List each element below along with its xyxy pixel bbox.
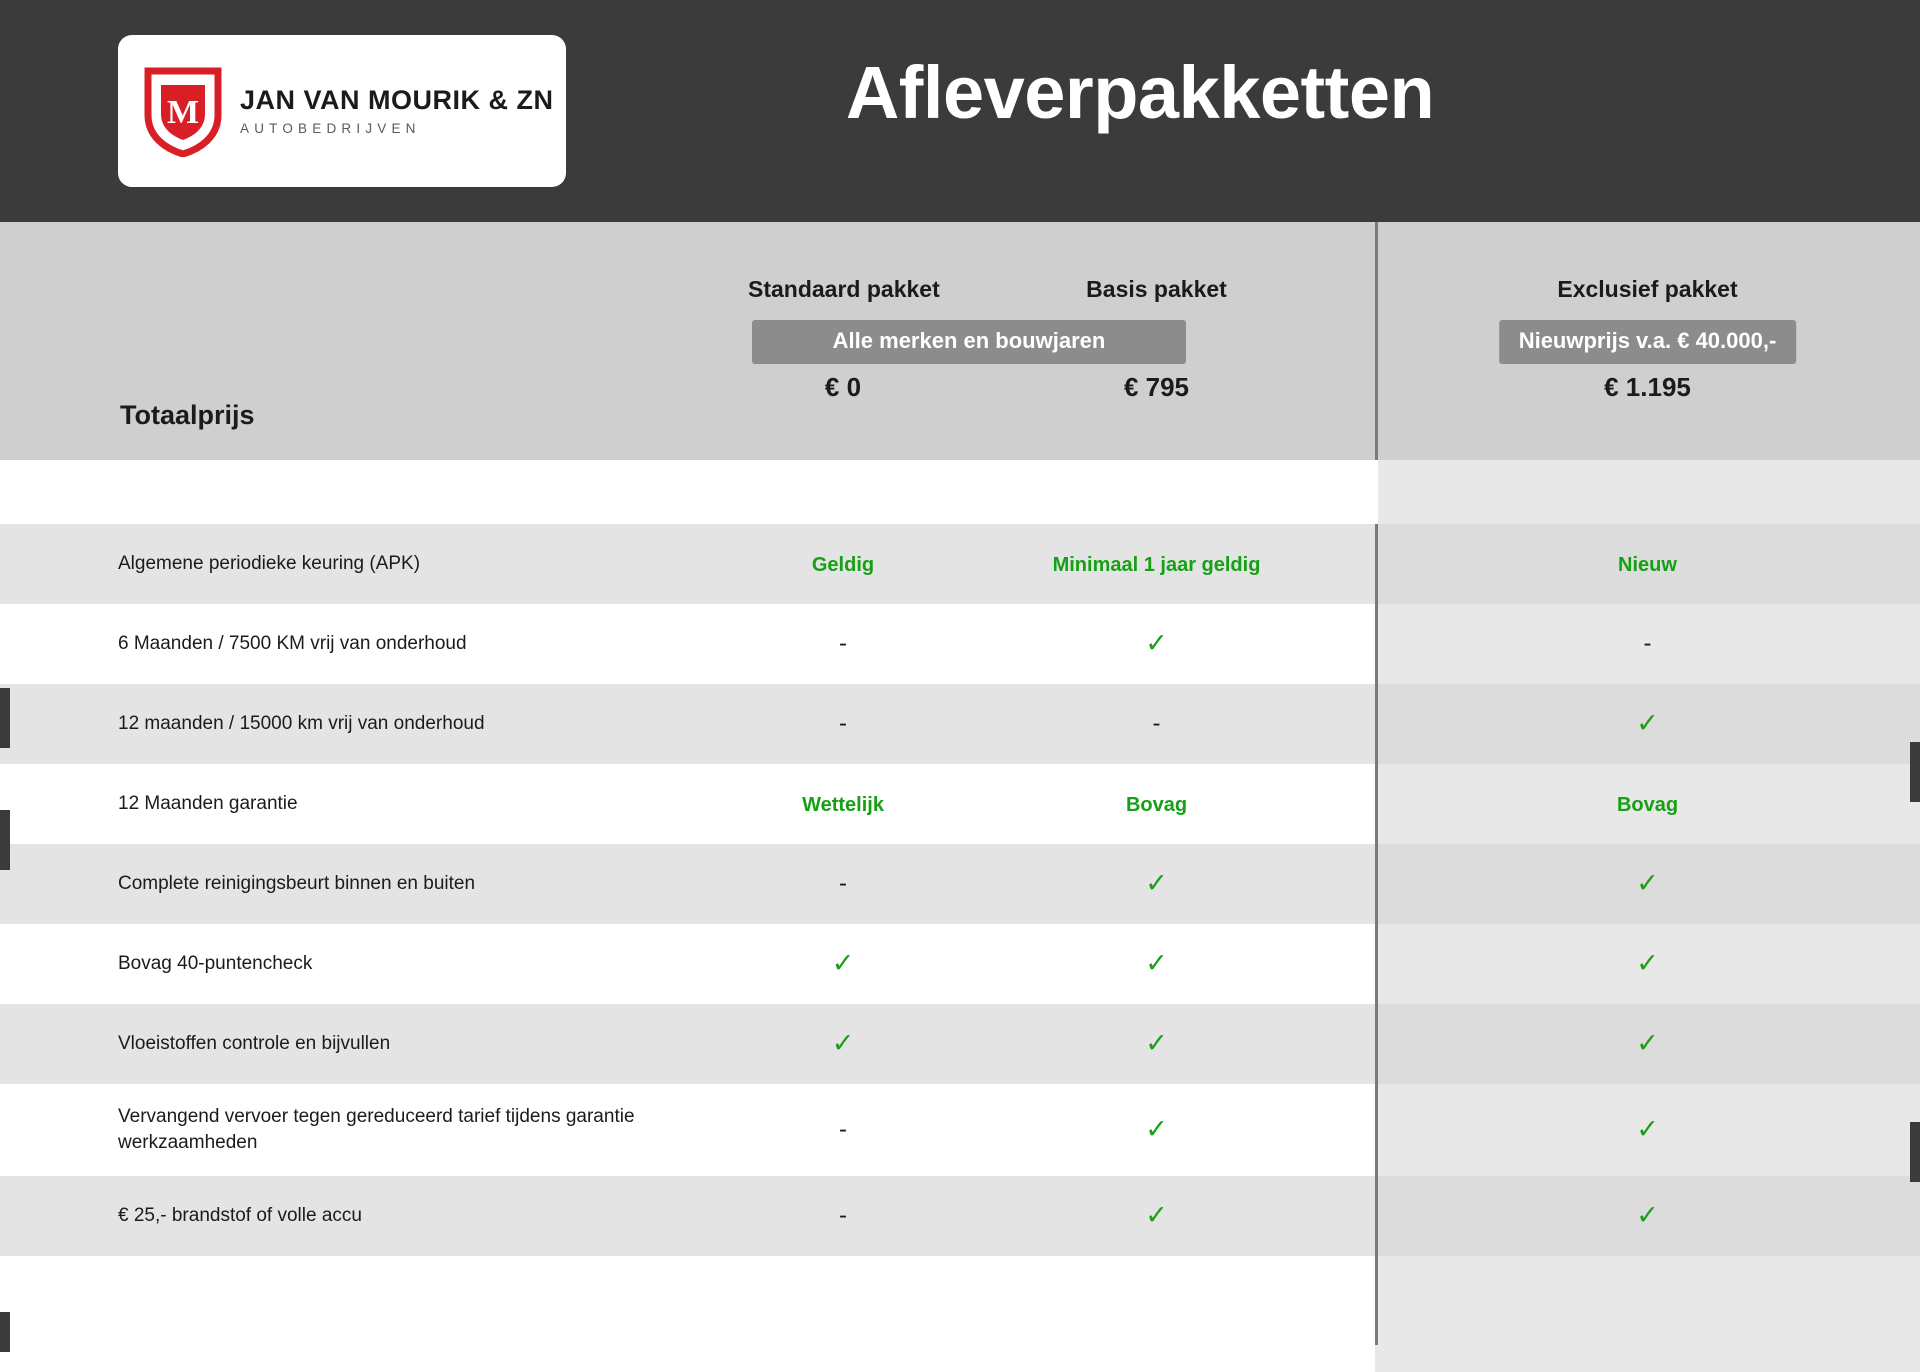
page-header xyxy=(0,0,1920,222)
feature-label: Algemene periodieke keuring (APK) xyxy=(0,524,748,604)
logo-company-subtitle: AUTOBEDRIJVEN xyxy=(240,121,421,137)
bottom-basis xyxy=(938,1256,1375,1314)
column-divider-top xyxy=(1375,222,1378,460)
value-basis: ✓ xyxy=(1145,1200,1168,1230)
badge-nieuwprijs: Nieuwprijs v.a. € 40.000,- xyxy=(1499,320,1797,364)
feature-label: 12 maanden / 15000 km vrij van onderhoud xyxy=(0,684,748,764)
left-edge-tick-2 xyxy=(0,810,10,870)
bottom-filler-row xyxy=(0,1256,1920,1314)
cell-exclusief xyxy=(1375,1004,1920,1084)
feature-label: € 25,- brandstof of volle accu xyxy=(0,1176,748,1256)
cell-basis xyxy=(938,924,1375,1004)
value-exclusief: - xyxy=(1643,630,1652,657)
price-basis: € 795 xyxy=(1123,372,1190,402)
feature-label: Complete reinigingsbeurt binnen en buiten xyxy=(0,844,748,924)
cell-exclusief xyxy=(1375,764,1920,844)
value-basis: - xyxy=(1152,710,1161,737)
spacer-label xyxy=(0,460,748,524)
right-edge-tick-2 xyxy=(1910,1122,1920,1182)
cell-basis xyxy=(938,764,1375,844)
cell-basis xyxy=(938,684,1375,764)
bottom-exclusief-2 xyxy=(1375,1314,1920,1372)
cell-standaard xyxy=(748,764,938,844)
totaalprijs-label: Totaalprijs xyxy=(120,399,255,430)
totaalprijs-cell xyxy=(0,222,748,460)
column-divider-body xyxy=(1375,524,1378,1345)
cell-basis xyxy=(938,524,1375,604)
cell-standaard xyxy=(748,1176,938,1256)
value-exclusief: Bovag xyxy=(1616,794,1679,816)
feature-label: Bovag 40-puntencheck xyxy=(0,924,748,1004)
bottom-exclusief xyxy=(1375,1256,1920,1314)
feature-label: 6 Maanden / 7500 KM vrij van onderhoud xyxy=(0,604,748,684)
price-exclusief: € 1.195 xyxy=(1604,372,1691,402)
value-standaard: ✓ xyxy=(831,948,855,978)
cell-basis xyxy=(938,1084,1375,1176)
spacer-exclusief xyxy=(1375,460,1920,524)
price-standaard: € 0 xyxy=(824,372,862,402)
feature-label: Vloeistoffen controle en bijvullen xyxy=(0,1004,748,1084)
feature-label: 12 Maanden garantie xyxy=(0,764,748,844)
bottom-filler-row xyxy=(0,1314,1920,1372)
value-exclusief: ✓ xyxy=(1636,868,1659,898)
exclusief-header xyxy=(1375,222,1920,460)
cell-exclusief xyxy=(1375,844,1920,924)
spacer-standaard xyxy=(748,460,938,524)
value-basis: ✓ xyxy=(1145,868,1168,898)
value-standaard: ✓ xyxy=(831,1028,855,1058)
value-exclusief: ✓ xyxy=(1636,1200,1659,1230)
value-standaard: - xyxy=(839,870,847,897)
value-exclusief: ✓ xyxy=(1636,1028,1659,1058)
cell-standaard xyxy=(748,844,938,924)
bottom-standaard xyxy=(748,1256,938,1314)
feature-label: Vervangend vervoer tegen gereduceerd tarief tijdens garantie werkzaamheden xyxy=(0,1084,748,1176)
column-title-exclusief: Exclusief pakket xyxy=(1557,276,1738,302)
table-row xyxy=(0,924,1920,1004)
spacer-basis xyxy=(938,460,1375,524)
standaard-basis-header xyxy=(748,222,1375,460)
cell-basis xyxy=(938,1004,1375,1084)
bottom-standaard-2 xyxy=(748,1314,938,1372)
cell-exclusief xyxy=(1375,524,1920,604)
column-title-standaard: Standaard pakket xyxy=(748,276,940,302)
value-basis: ✓ xyxy=(1145,628,1168,658)
table-row xyxy=(0,1004,1920,1084)
table-row xyxy=(0,844,1920,924)
value-exclusief: ✓ xyxy=(1636,948,1659,978)
table-row xyxy=(0,764,1920,844)
cell-exclusief xyxy=(1375,1176,1920,1256)
value-exclusief: ✓ xyxy=(1636,1114,1659,1144)
table-row xyxy=(0,1084,1920,1176)
cell-standaard xyxy=(748,604,938,684)
table-row xyxy=(0,524,1920,604)
cell-exclusief xyxy=(1375,1084,1920,1176)
cell-basis xyxy=(938,844,1375,924)
cell-exclusief xyxy=(1375,684,1920,764)
cell-standaard xyxy=(748,924,938,1004)
cell-standaard xyxy=(748,524,938,604)
badge-alle-merken: Alle merken en bouwjaren xyxy=(752,320,1186,364)
value-exclusief: ✓ xyxy=(1636,708,1659,738)
value-standaard: - xyxy=(839,630,847,657)
table-row xyxy=(0,684,1920,764)
value-exclusief: Nieuw xyxy=(1618,554,1677,576)
value-standaard: - xyxy=(839,1116,847,1143)
value-standaard: Geldig xyxy=(811,554,875,576)
cell-standaard xyxy=(748,684,938,764)
right-edge-tick-1 xyxy=(1910,742,1920,802)
cell-basis xyxy=(938,604,1375,684)
packages-table xyxy=(0,222,1920,1372)
column-title-basis: Basis pakket xyxy=(1086,276,1227,302)
spacer-row xyxy=(0,460,1920,524)
cell-exclusief xyxy=(1375,924,1920,1004)
page-title: Afleverpakketten xyxy=(845,51,1435,134)
cell-exclusief xyxy=(1375,604,1920,684)
packages-table-wrap xyxy=(0,222,1920,1372)
table-row xyxy=(0,1176,1920,1256)
value-basis: Minimaal 1 jaar geldig xyxy=(1052,554,1261,576)
value-standaard: - xyxy=(839,1202,847,1229)
bottom-label xyxy=(0,1256,748,1314)
column-divider-spacer xyxy=(1375,460,1378,524)
table-header-band xyxy=(0,222,1920,460)
bottom-basis-2 xyxy=(938,1314,1375,1372)
value-basis: ✓ xyxy=(1145,948,1168,978)
value-standaard: - xyxy=(839,710,847,737)
left-edge-tick-3 xyxy=(0,1312,10,1352)
cell-standaard xyxy=(748,1004,938,1084)
value-standaard: Wettelijk xyxy=(802,794,884,816)
logo-company-name: JAN VAN MOURIK & ZN xyxy=(240,84,554,115)
svg-text:M: M xyxy=(166,94,200,131)
table-row xyxy=(0,604,1920,684)
bottom-label-2 xyxy=(0,1314,748,1372)
value-basis: ✓ xyxy=(1145,1114,1168,1144)
cell-standaard xyxy=(748,1084,938,1176)
left-edge-tick-1 xyxy=(0,688,10,748)
cell-basis xyxy=(938,1176,1375,1256)
value-basis: Bovag xyxy=(1125,794,1188,816)
value-basis: ✓ xyxy=(1145,1028,1168,1058)
